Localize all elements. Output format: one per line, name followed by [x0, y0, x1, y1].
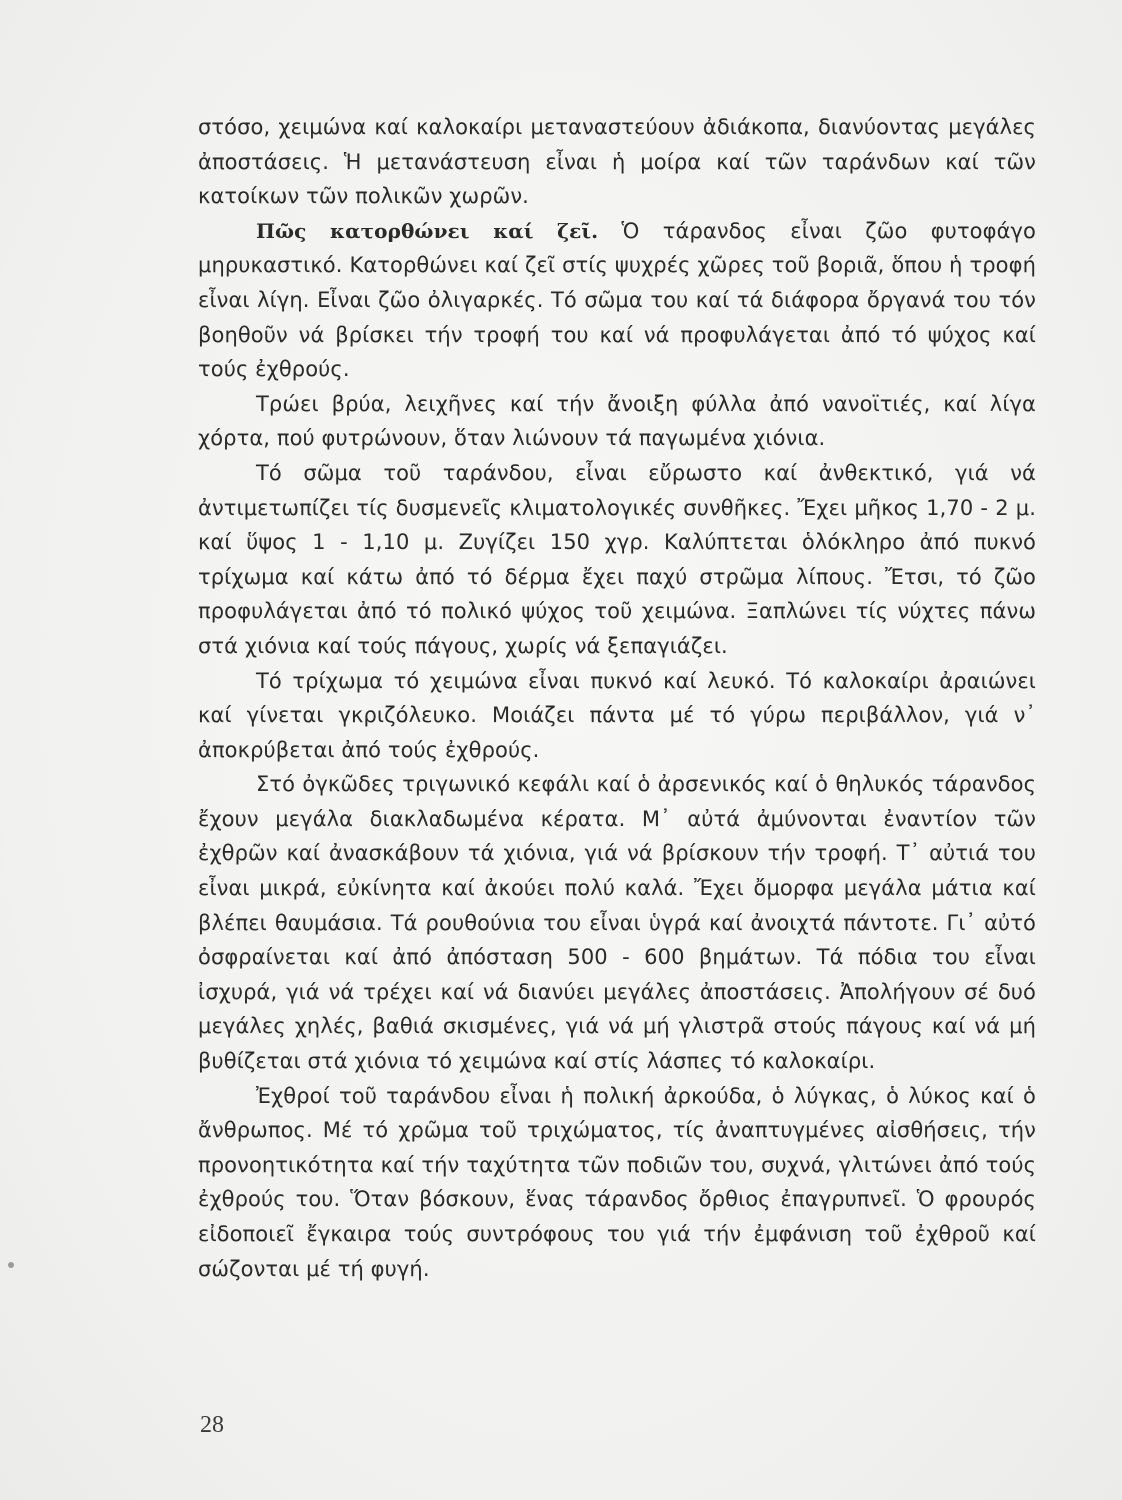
paragraph-head-senses: Στό ὀγκῶδες τριγωνικό κεφάλι καί ὁ ἀρσενικός καί ὁ θηλυκός τάρανδος ἔχουν μεγάλα διακλαδωμένα κέρατα. Μ᾽ αὐτά ἀμύνονται ἐναντίον τῶν ἐχθρῶν καί ἀνασκάβουν τά χιόνια, γιά νά βρίσκουν τήν τροφή. Τ᾽ αὐτιά του εἶναι μικρά, εὐκίνητα καί ἀκούει πολύ καλά. Ἔχει ὄμορφα μεγάλα μάτια καί βλέπει θαυμάσια. Τά ρουθούνια του εἶναι ὑγρά καί ἀνοιχτά πάντοτε. Γι᾽ αὐτό ὀσφραίνεται καί ἀπό ἀπόσταση 500 - 600 βημάτων. Τά πόδια του εἶναι ἰσχυρά, γιά νά τρέχει καί νά διανύει μεγάλες ἀποστάσεις. Ἀπολήγουν σέ δυό μεγάλες χηλές, βαθιά σκισμένες, γιά νά μή γλιστρᾶ στούς πάγους καί νά μή βυθίζεται στά χιόνια τό χειμώνα καί στίς λάσπες τό καλοκαίρι.	[198, 772, 1036, 1074]
margin-dot	[8, 1262, 14, 1268]
paragraph-text: Ὁ τάρανδος εἶναι ζῶο φυτοφάγο μηρυκαστικό. Κατορθώνει καί ζεῖ στίς ψυχρές χῶρες τοῦ βοριᾶ, ὅπου ἡ τροφή εἶναι λίγη. Εἶναι ζῶο ὀλιγαρκές. Τό σῶμα του καί τά διάφορα ὄργανά του τόν βοηθοῦν νά βρίσκει τήν τροφή του καί νά προφυλάγεται ἀπό τό ψύχος καί τούς ἐχθρούς.	[198, 218, 1037, 382]
paragraph-body: Τό σῶμα τοῦ ταράνδου, εἶναι εὔρωστο καί ἀνθεκτικό, γιά νά ἀντιμετωπίζει τίς δυσμενεῖς κλιματολογικές συνθῆκες. Ἔχει μῆκος 1,70 - 2 μ. καί ὕψος 1 - 1,10 μ. Ζυγίζει 150 χγρ. Καλύπτεται ὁλόκληρο ἀπό πυκνό τρίχωμα καί κάτω ἀπό τό δέρμα ἔχει παχύ στρῶμα λίπους. Ἔτσι, τό ζῶο προφυλάγεται ἀπό τό πολικό ψύχος τοῦ χειμώνα. Ξαπλώνει τίς νύχτες πάνω στά χιόνια καί τούς πάγους, χωρίς νά ξεπαγιάζει.	[198, 460, 1036, 658]
paragraph-diet: Τρώει βρύα, λειχῆνες καί τήν ἄνοιξη φύλλα ἀπό νανοϊτιές, καί λίγα χόρτα, πού φυτρώνουν, ὅταν λιώνουν τά παγωμένα χιόνια.	[198, 391, 1036, 451]
paragraph-continuation: στόσο, χειμώνα καί καλοκαίρι μεταναστεύουν ἀδιάκοπα, διανύοντας μεγάλες ἀποστάσεις. Ἡ μετανάστευση εἶναι ἡ μοίρα καί τῶν ταράνδων καί τῶν κατοίκων τῶν πολικῶν χωρῶν.	[198, 115, 1036, 209]
page-number: 28	[200, 1412, 224, 1438]
section-heading: Πῶς κατορθώνει καί ζεῖ.	[256, 218, 599, 243]
body-text	[198, 110, 1036, 1286]
paragraph-how-it-survives	[198, 214, 1036, 387]
paragraph-fur: Τό τρίχωμα τό χειμώνα εἶναι πυκνό καί λευκό. Τό καλοκαίρι ἀραιώνει καί γίνεται γκριζόλευκο. Μοιάζει πάντα μέ τό γύρω περιβάλλον, γιά ν᾽ ἀποκρύβεται ἀπό τούς ἐχθρούς.	[198, 668, 1036, 762]
paragraph-enemies: Ἐχθροί τοῦ ταράνδου εἶναι ἡ πολική ἀρκούδα, ὁ λύγκας, ὁ λύκος καί ὁ ἄνθρωπος. Μέ τό χρῶμα τοῦ τριχώματος, τίς ἀναπτυγμένες αἰσθήσεις, τήν προνοητικότητα καί τήν ταχύτητα τῶν ποδιῶν του, συχνά, γλιτώνει ἀπό τούς ἐχθρούς του. Ὅταν βόσκουν, ἕνας τάρανδος ὄρθιος ἐπαγρυπνεῖ. Ὁ φρουρός εἰδοποιεῖ ἔγκαιρα τούς συντρόφους του γιά τήν ἐμφάνιση τοῦ ἐχθροῦ καί σώζονται μέ τή φυγή.	[198, 1083, 1036, 1281]
